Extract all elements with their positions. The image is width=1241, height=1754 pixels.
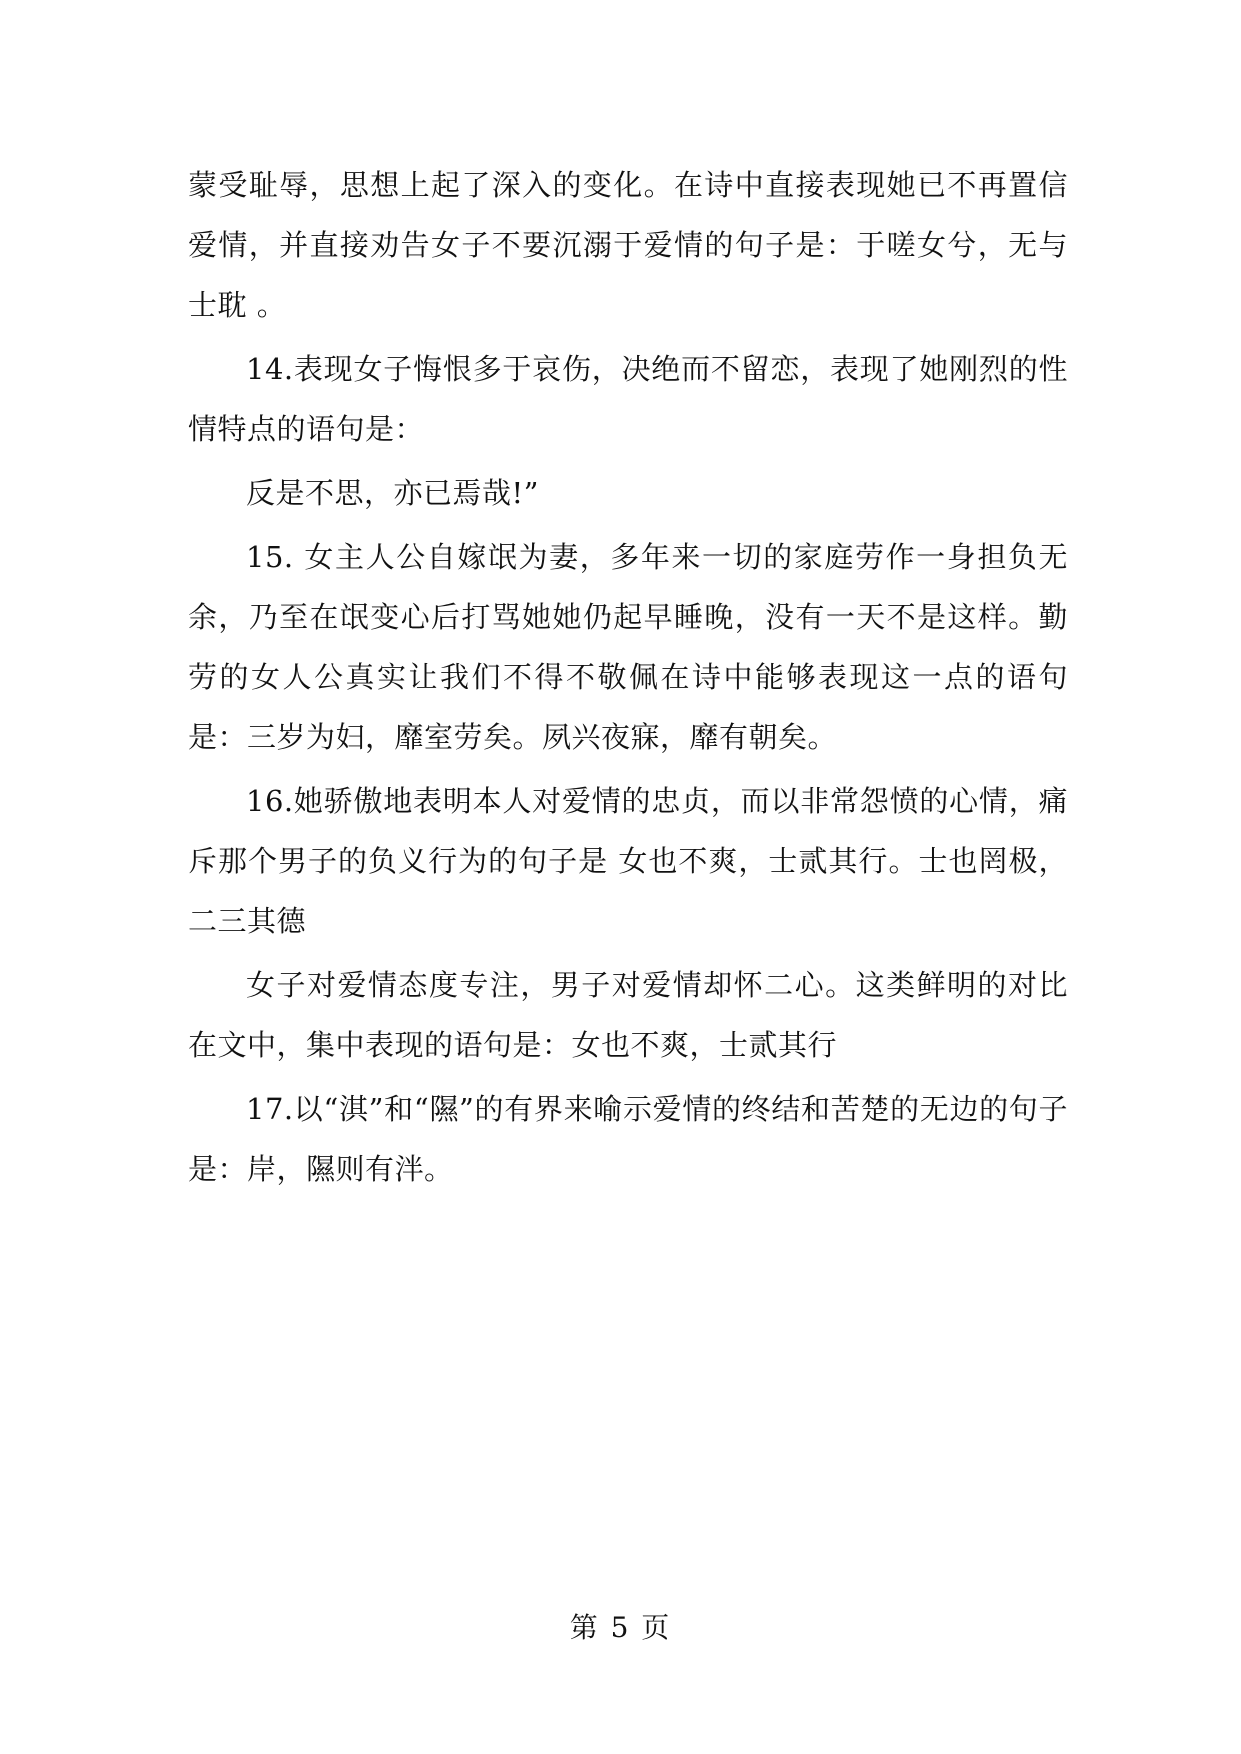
paragraph-item-15: 15. 女主人公自嫁氓为妻，多年来一切的家庭劳作一身担负无余，乃至在氓变心后打骂她她仍起早睡晚，没有一天不是这样。勤劳的女人公真实让我们不得不敬佩在诗中能够表现这一点的语句是：三岁为妇，靡室劳矣。夙兴夜寐，靡有朝矣。: [188, 540, 1068, 754]
document-body: [188, 155, 1068, 1203]
paragraph-item-16: 16.她骄傲地表明本人对爱情的忠贞，而以非常怨愤的心情，痛斥那个男子的负义行为的句子是 女也不爽，士贰其行。士也罔极，二三其德: [188, 784, 1068, 938]
paragraph-item-16-contrast: 女子对爱情态度专注，男子对爱情却怀二心。这类鲜明的对比在文中，集中表现的语句是：女也不爽，士贰其行: [188, 968, 1068, 1062]
paragraph-item-17: 17.以“淇”和“隰”的有界来喻示爱情的终结和苦楚的无边的句子是：岸，隰则有泮。: [188, 1092, 1068, 1186]
paragraph-item-14: 14.表现女子悔恨多于哀伤，决绝而不留恋，表现了她刚烈的性情特点的语句是：: [188, 352, 1068, 446]
page-number-footer: 第 5 页: [569, 1611, 672, 1644]
paragraph-continuation: 蒙受耻辱，思想上起了深入的变化。在诗中直接表现她已不再置信爱情，并直接劝告女子不要沉溺于爱情的句子是：于嗟女兮，无与士耽 。: [188, 168, 1068, 322]
paragraph-item-14-answer: 反是不思，亦已焉哉!”: [246, 476, 539, 510]
